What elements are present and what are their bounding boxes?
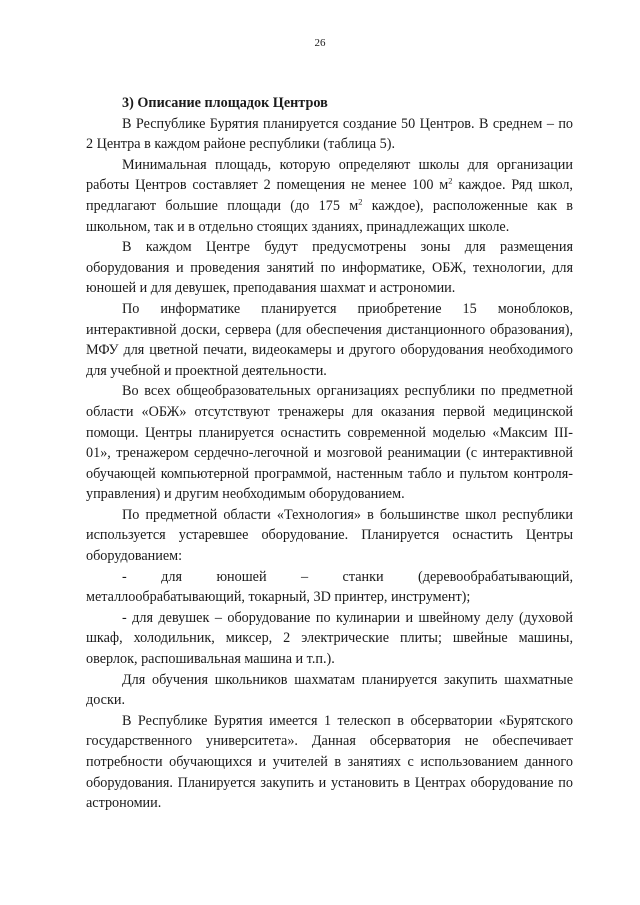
- paragraph-centers-count: В Республике Бурятия планируется создание 50 Центров. В среднем – по 2 Центра в каждом районе республики (таблица 5).: [86, 115, 573, 153]
- paragraph-minimum-area-part-3: каждое), расположенные как в школьном, так и в отдельно стоящих зданиях, принадлежащих школе.: [86, 197, 573, 235]
- page-number: 26: [314, 37, 326, 49]
- list-item-girls: - для девушек – оборудование по кулинарии и швейному делу (духовой шкаф, холодильник, миксер, 2 электрические плиты; швейные машины, оверлок, распошивальная машина и т.п.).: [86, 609, 573, 668]
- superscript-square: 2: [358, 196, 363, 207]
- document-body: [86, 93, 573, 814]
- list-item-boys: - для юношей – станки (деревообрабатывающий, металлообрабатывающий, токарный, 3D принтер, инструмент);: [86, 568, 573, 606]
- paragraph-informatics: По информатике планируется приобретение 15 моноблоков, интерактивной доски, сервера (для обеспечения дистанционного образования), МФУ для цветной печати, видеокамеры и другого оборудования необходимого для учебной и проектной деятельности.: [86, 300, 573, 379]
- paragraph-minimum-area-part-2: каждое. Ряд школ, предлагают большие площади (до 175 м: [86, 177, 573, 214]
- paragraph-astronomy: В Республике Бурятия имеется 1 телескоп в обсерватории «Бурятского государственного университета». Данная обсерватория не обеспечивает потребности обучающихся и учителей в занятиях с использованием данного оборудования. Планируется закупить и установить в Центрах оборудование по астрономии.: [86, 712, 573, 812]
- paragraph-obzh: Во всех общеобразовательных организациях республики по предметной области «ОБЖ» отсутствуют тренажеры для оказания первой медицинской помощи. Центры планируется оснастить современной моделью «Максим III-01», тренажером сердечно-легочной и мозговой реанимации (с интерактивной обучающей компьютерной программой, настенным табло и пультом контроля-управления) и другим необходимым оборудованием.: [86, 383, 573, 503]
- section-heading: 3) Описание площадок Центров: [122, 95, 328, 111]
- superscript-square: 2: [448, 175, 453, 186]
- paragraph-minimum-area-part-1: Минимальная площадь, которую определяют школы для организации работы Центров составляет 2 помещения не менее 100 м: [86, 156, 573, 194]
- paragraph-chess: Для обучения школьников шахматам планируется закупить шахматные доски.: [86, 671, 573, 709]
- paragraph-zones: В каждом Центре будут предусмотрены зоны для размещения оборудования и проведения занятий по информатике, ОБЖ, технологии, для юношей и для девушек, преподавания шахмат и астрономии.: [86, 239, 573, 297]
- paragraph-minimum-area: [86, 155, 573, 237]
- paragraph-technology: По предметной области «Технология» в большинстве школ республики используется устаревшее оборудование. Планируется оснастить Центры оборудованием:: [86, 506, 573, 565]
